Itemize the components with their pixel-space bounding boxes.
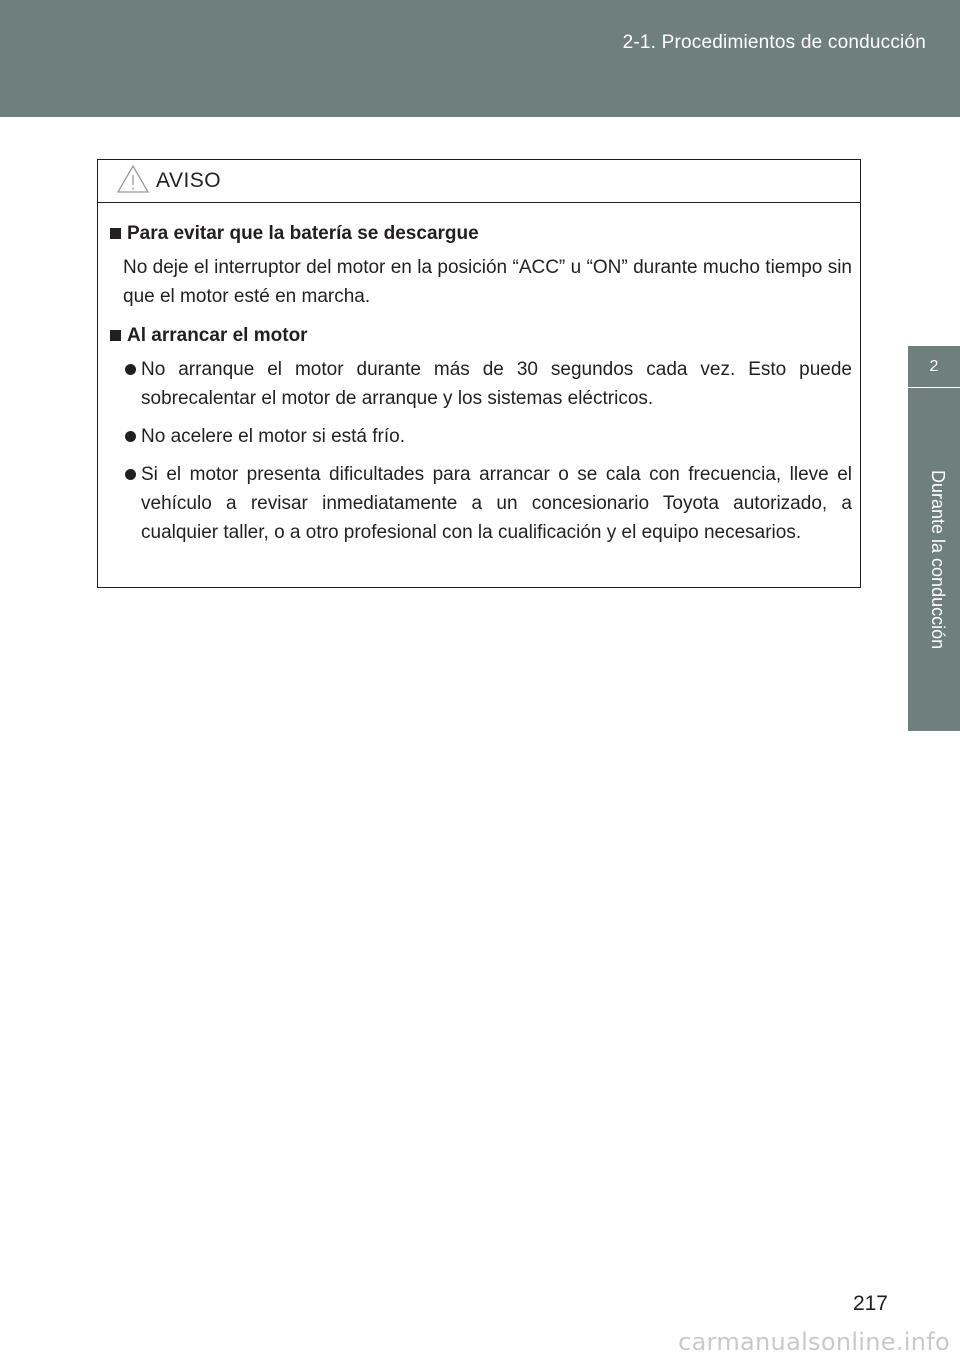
topic-heading-text: Al arrancar el motor (127, 325, 308, 346)
chapter-name: Durante la conducción (928, 470, 948, 650)
topic-heading-text: Para evitar que la batería se descargue (127, 223, 479, 244)
header-band (0, 0, 960, 117)
warning-header (98, 160, 860, 203)
list-item (110, 422, 852, 451)
page-number: 217 (852, 1292, 888, 1315)
list-item (110, 355, 852, 413)
topic-heading (110, 219, 852, 248)
chapter-number: 2 (908, 346, 960, 388)
list-item (110, 460, 852, 547)
topic-paragraph: No deje el interruptor del motor en la posición “ACC” u “ON” durante mucho tiempo sin que el motor esté en marcha. (123, 257, 852, 307)
topic-heading (110, 321, 852, 350)
list-item-text: Si el motor presenta dificultades para arrancar o se cala con frecuencia, lleve el vehículo a revisar inmediatamente a un concesionario Toyota autorizado, a cualquier taller, o a otro profesional con la cualificación y el equipo necesarios. (141, 464, 852, 543)
circle-bullet-icon (125, 469, 136, 480)
section-title: 2-1. Procedimientos de conducción (622, 32, 926, 53)
square-bullet-icon (110, 228, 121, 239)
watermark: carmanualsonline.info (678, 1328, 950, 1356)
list-item-text: No arranque el motor durante más de 30 segundos cada vez. Esto puede sobrecalentar el motor de arranque y los sistemas eléctricos. (141, 359, 852, 409)
warning-body (98, 203, 860, 547)
warning-title: AVISO (156, 169, 222, 192)
warning-triangle-icon (116, 164, 150, 199)
circle-bullet-icon (125, 431, 136, 442)
square-bullet-icon (110, 330, 121, 341)
warning-box (97, 159, 861, 588)
list-item-text: No acelere el motor si está frío. (141, 426, 405, 447)
circle-bullet-icon (125, 364, 136, 375)
